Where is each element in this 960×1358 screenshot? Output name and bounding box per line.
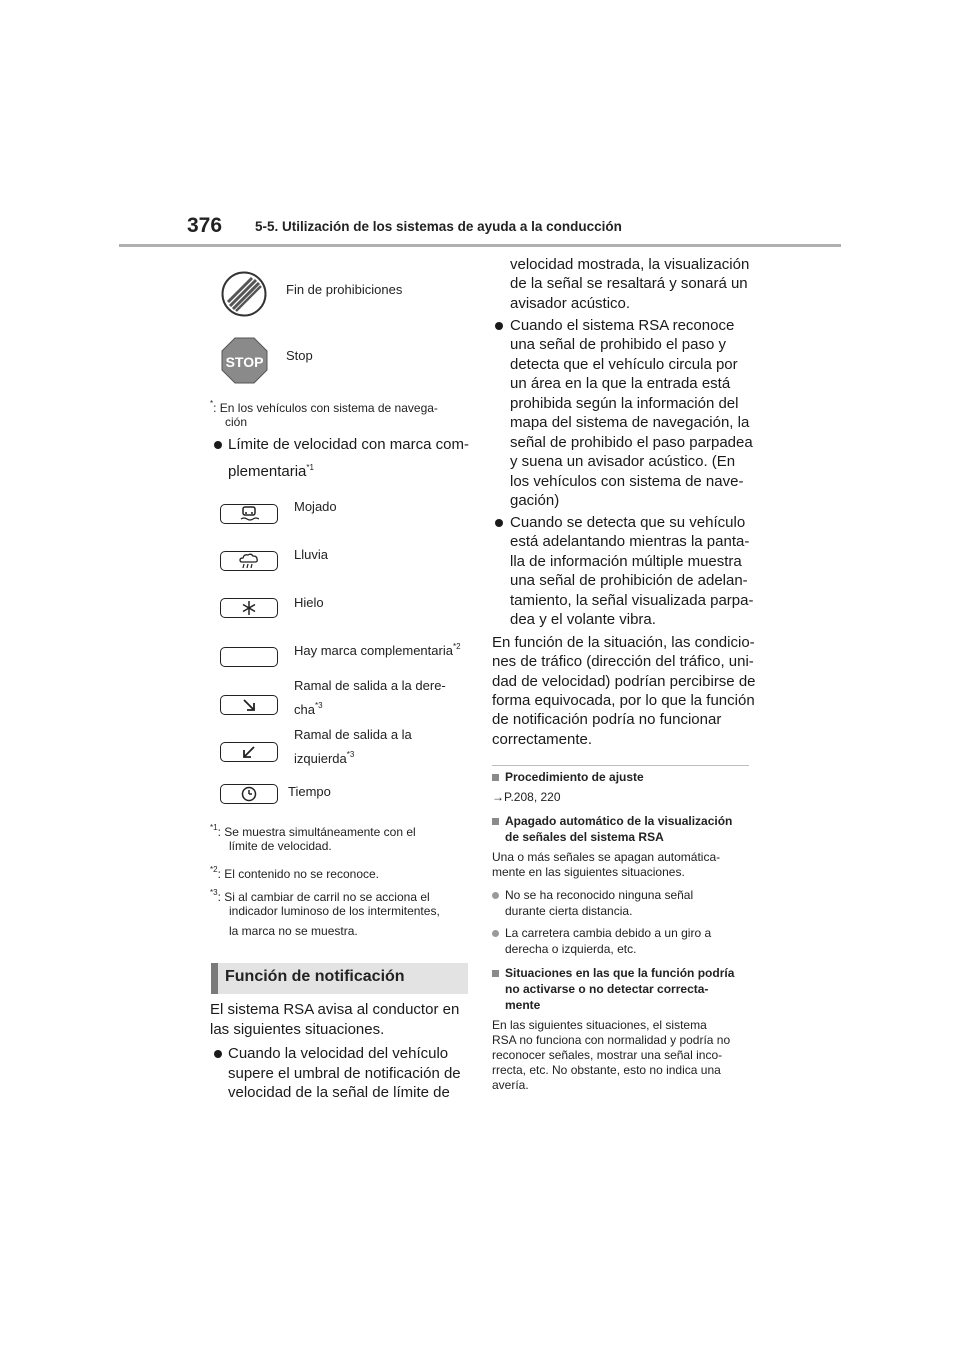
bullet-dot: [495, 322, 503, 330]
page-number: 376: [187, 214, 223, 237]
blank-plate-icon: [220, 647, 278, 667]
situaciones-title-cont2: mente: [505, 998, 541, 1012]
exit-left-arrow-icon: [220, 742, 278, 762]
bullet-prohibido-line: mapa del sistema de navegación, la: [510, 414, 750, 431]
situaciones-text: En las siguientes situaciones, el sistema: [492, 1018, 707, 1032]
section-title: 5-5. Utilización de los sistemas de ayuda a la conducción: [255, 219, 622, 234]
bullet-marca-complementaria-cont: plementaria$^{*1}$: [228, 463, 314, 480]
apagado-text: Una o más señales se apagan automática-: [492, 850, 721, 864]
indicator-label-mojado: Mojado: [294, 499, 337, 514]
circle-bullet-icon: [492, 930, 499, 937]
intro-text-cont: las siguientes situaciones.: [210, 1021, 385, 1038]
square-bullet-icon: [492, 970, 499, 977]
bullet-dot: [495, 519, 503, 527]
footnote-1-cont: límite de velocidad.: [229, 839, 332, 853]
bullet-velocidad-cont2: velocidad de la señal de límite de: [228, 1084, 450, 1101]
rain-cloud-icon: [220, 551, 278, 571]
clock-icon: [220, 784, 278, 804]
situaciones-text: RSA no funciona con normalidad y podría no: [492, 1033, 731, 1047]
end-of-prohibitions-sign-icon: [221, 271, 267, 322]
bullet-velocidad: Cuando la velocidad del vehículo: [228, 1045, 449, 1062]
situaciones-text: rrecta, etc. No obstante, esto no indica una: [492, 1063, 721, 1077]
indicator-label-hielo: Hielo: [294, 595, 324, 610]
stop-sign-text: STOP: [225, 354, 264, 370]
indicator-label-marca: Hay marca complementaria$^{*2}$: [294, 642, 461, 658]
bullet-prohibido-line: gación): [510, 492, 560, 509]
footnote-navigation-cont: ción: [225, 415, 248, 429]
bullet-prohibido-line: un área en la que la entrada está: [510, 375, 731, 392]
indicator-label-lluvia: Lluvia: [294, 547, 328, 562]
bullet-velocidad-cont: supere el umbral de notificación de: [228, 1065, 461, 1082]
footnote-1: $^{*1}$: Se muestra simultáneamente con el: [210, 823, 416, 839]
footnote-3-cont: indicador luminoso de los intermitentes,: [229, 904, 440, 918]
section-heading: Función de notificación: [225, 968, 405, 985]
situation-paragraph-line: nes de tráfico (dirección del tráfico, uni-: [492, 653, 754, 670]
footnote-navigation: *: En los vehículos con sistema de navega-: [210, 399, 438, 415]
indicator-label-salida-derecha-cont: cha$^{*3}$: [294, 701, 323, 717]
right-continued-line: de la señal se resaltará y sonará un: [510, 275, 748, 292]
situation-paragraph-line: En función de la situación, las condicio-: [492, 634, 755, 651]
apagado-title: Apagado automático de la visualización: [505, 814, 733, 828]
bullet-adelantando-line: una señal de prohibición de adelan-: [510, 572, 748, 589]
bullet-adelantando-line: está adelantando mientras la panta-: [510, 533, 750, 550]
exit-right-arrow-icon: [220, 695, 278, 715]
situaciones-title-cont: no activarse o no detectar correcta-: [505, 982, 709, 996]
bullet-prohibido-line: los vehículos con sistema de nave-: [510, 473, 744, 490]
circle-bullet-icon: [492, 892, 499, 899]
apagado-item: La carretera cambia debido a un giro a: [505, 926, 712, 940]
situaciones-text: avería.: [492, 1078, 529, 1092]
procedimiento-title: Procedimiento de ajuste: [505, 770, 644, 784]
right-continued-line: velocidad mostrada, la visualización: [510, 256, 750, 273]
bullet-prohibido-line: prohibida según la información del: [510, 395, 739, 412]
apagado-title-cont: de señales del sistema RSA: [505, 830, 664, 844]
apagado-text-cont: mente en las siguientes situaciones.: [492, 865, 685, 879]
bullet-marca-complementaria: Límite de velocidad con marca com-: [228, 436, 469, 453]
situaciones-title: Situaciones en las que la función podría: [505, 966, 735, 980]
square-bullet-icon: [492, 774, 499, 781]
indicator-label-tiempo: Tiempo: [288, 784, 331, 799]
indicator-label-salida-izquierda-cont: izquierda$^{*3}$: [294, 750, 355, 766]
bullet-prohibido-line: señal de prohibido el paso parpadea: [510, 434, 753, 451]
sign-label-end-prohibitions: Fin de prohibiciones: [286, 282, 403, 297]
footnote-3-cont2: la marca no se muestra.: [229, 924, 358, 938]
situation-paragraph-line: dad de velocidad) podrían percibirse de: [492, 673, 756, 690]
apagado-item-cont: derecha o izquierda, etc.: [505, 942, 637, 956]
situation-paragraph-line: forma equivocada, por lo que la función: [492, 692, 755, 709]
bullet-prohibido-line: detecta que el vehículo circula por: [510, 356, 738, 373]
intro-text: El sistema RSA avisa al conductor en: [210, 1001, 460, 1018]
footnote-2: $^{*2}$: El contenido no se reconoce.: [210, 865, 379, 881]
apagado-item-cont: durante cierta distancia.: [505, 904, 633, 918]
sign-label-stop: Stop: [286, 348, 313, 363]
indicator-label-salida-derecha: Ramal de salida a la dere-: [294, 678, 446, 693]
stop-sign-icon: [221, 337, 268, 389]
right-divider: [492, 765, 749, 766]
bullet-adelantando-line: tamiento, la señal visualizada parpa-: [510, 592, 754, 609]
right-continued-line: avisador acústico.: [510, 295, 631, 312]
situaciones-text: reconocer señales, mostrar una señal inco-: [492, 1048, 723, 1062]
footnote-3: $^{*3}$: Si al cambiar de carril no se acciona el: [210, 888, 430, 904]
indicator-label-salida-izquierda: Ramal de salida a la: [294, 727, 412, 742]
situation-paragraph-line: de notificación podría no funcionar: [492, 711, 722, 728]
procedimiento-ref-link[interactable]: →P.208, 220: [492, 790, 561, 804]
bullet-prohibido-line: una señal de prohibido el paso y: [510, 336, 726, 353]
wet-road-icon: [220, 504, 278, 524]
square-bullet-icon: [492, 818, 499, 825]
apagado-item: No se ha reconocido ninguna señal: [505, 888, 694, 902]
bullet-adelantando-line: dea y el volante vibra.: [510, 611, 656, 628]
bullet-prohibido-line: y suena un avisador acústico. (En: [510, 453, 736, 470]
bullet-adelantando-line: lla de información múltiple muestra: [510, 553, 742, 570]
situation-paragraph-line: correctamente.: [492, 731, 593, 748]
section-heading-bar: [211, 963, 218, 994]
header-divider: [119, 244, 841, 247]
bullet-prohibido-line: Cuando el sistema RSA reconoce: [510, 317, 735, 334]
bullet-dot: [214, 1050, 222, 1058]
snowflake-icon: [220, 598, 278, 618]
bullet-dot: [214, 441, 222, 449]
bullet-adelantando-line: Cuando se detecta que su vehículo: [510, 514, 746, 531]
